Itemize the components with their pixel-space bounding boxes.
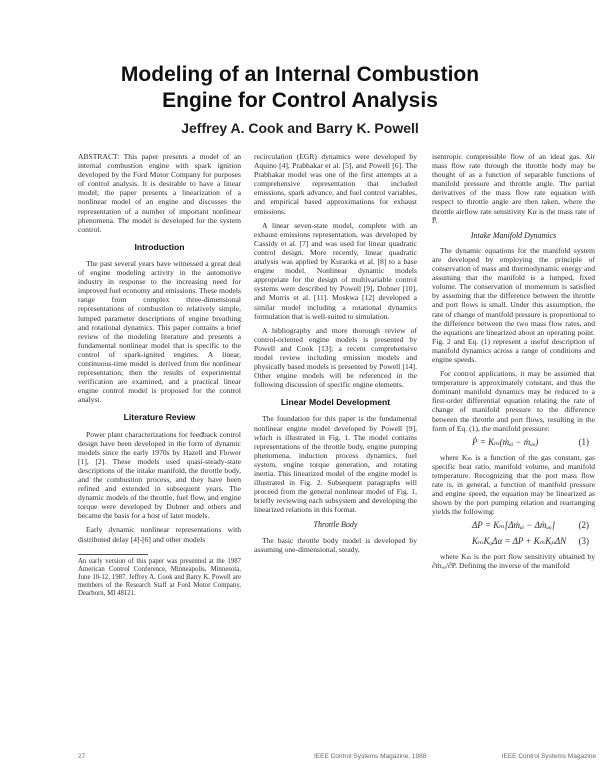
column-2-paragraph-1: recirculation (EGR) dynamics were developed by Aquino [4], Prabhakar et al. [5], and Powell [6]. The Prabhakar model was one of the first attempts at a comprehensive representation that included emissions, spark advance, and fuel control variables, and empirical based approximations for exhaust emissions. [254,152,417,216]
column-3-paragraph-1: isentropic compressible flow of an ideal gas. Air mass flow rate through the throttle body may be thought of as a function of separable functions of manifold pressure and throttle angle. The partial derivatives of the mass flow rate equation with respect to throttle angle are then taken, where the throttle airflow rate sensitivity Kα is the mass rate of P̅. [432,152,595,225]
column-2-paragraph-4: The foundation for this paper is the fundamental nonlinear engine model developed by Powell [9], which is illustrated in Fig. 1. The model contains representations of the throttle body, engine pumping phenomena, induction process dynamics, fuel system, engine torque generation, and rotating inertia. This linearized model of the engine model is illustrated in Fig. 2. Subsequent paragraphs will proceed from the general nonlinear model of Fig. 1, briefly reviewing each subsystem and developing the linearized relations in this format. [254,414,417,515]
equation-3-body: KₘKₐΔα = ΔP + KₘKₚΔN [472,535,567,546]
column-2-paragraph-5: The basic throttle body model is developed by assuming one-dimensional, steady, [254,535,417,554]
equation-1 [432,438,595,447]
equation-3-number: (3) [578,535,589,546]
journal-footer: IEEE Control Systems Magazine, 1988 [314,753,427,760]
literature-paragraph-2: Early dynamic nonlinear representations with distributed delay [4]-[6] and other models [78,525,241,544]
column-2 [254,152,417,559]
equation-2-body: ΔP = Kₘ[Δṁₐᵢ − Δṁₐₒ] [472,520,556,531]
subsection-heading-throttle-body: Throttle Body [313,520,358,530]
footnote-rule [78,554,148,555]
literature-paragraph-1: Power plant characterizations for feedback control design have been developed in the form of dynamic models since the early 1970s by Hazell and Flower [1], [2]. These models used quasi-steady-state descriptions of the intake manifold, the throttle body, and the combustion process, and they have been refined and extended in subsequent years. The dynamic models of the throttle, fuel flow, and engine torque were developed by Dobner and others and became the basis for a host of later models. [78,429,241,521]
title-line-2: Engine for Control Analysis [162,89,438,112]
equation-1-number: (1) [578,436,589,447]
equation-2 [432,521,595,530]
section-heading-introduction: Introduction [134,241,185,252]
author-footnote: An early version of this paper was presented at the 1987 American Control Conference, Minneapolis, Minnesota, June 10-12, 1987. Jeffrey A. Cook and Barry K. Powell are members of the Research Staff at Ford Motor Company, Dearborn, MI 48121. [78,557,241,597]
abstract-paragraph: ABSTRACT: This paper presents a model of an internal combustion engine with spark ignition developed by the Ford Motor Company for purposes of control analysis. It is desirable to have a linear model; the paper presents a linearization of a nonlinear model of an engine and discusses the representation of a number of important nonlinear phenomena. The model is developed for the system control. [78,152,241,234]
column-3-paragraph-3: For control applications, it may be assumed that temperature is approximately constant, and thus the dominant manifold dynamics may be reduced to a first-order differential equation relating the rate of change of manifold pressure to the difference between the throttle and port flows, resulting in the form of Eq. (1), the manifold pressure: [432,369,595,433]
column-3-paragraph-4: where Kₘ is a function of the gas constant, gas specific heat ratio, manifold volume, and manifold temperature. Recognizing that the port mass flow rate is, in general, a function of manifold pressure and engine speed, the equation may be linearized as shown by the port pumping relation and rearranging yields the following: [432,452,595,517]
column-2-paragraph-2: A linear seven-state model, complete with an exhaust emissions representation, was developed by Cassidy et al. [7] and was used for linear quadratic control design. More recently, linear quadratic analysis was applied by Kuraoka et al. [8] to a base engine model. Nonlinear dynamic models appropriate for the design of multivariable control systems were described by Powell [9], Dobner [10], and Morris et al. [11]. Moskwa [12] developed a similar model including a rotational dynamics formulation that is well-suited to simulation. [254,220,417,321]
running-head: IEEE Control Systems Magazine [501,753,596,760]
column-2-paragraph-3: A bibliography and more thorough review of control-oriented engine models is presented by Powell and Cook [13]; a recent comprehensive model review including emission models and physically based models is presented by Powell [14]. Other engine models will be referenced in the following discussion of specific engine elements. [254,325,417,390]
equation-3 [432,537,595,546]
column-3-paragraph-2: The dynamic equations for the manifold system are developed by employing the principle of conservation of mass and thermodynamic energy and assuming that the manifold is a lumped, fixed volume. The conservation of momentum is satisfied by assuming that the difference between the throttle and port flows is small. Under this assumption, the rate of change of manifold pressure is proportional to the difference between the two mass flow rates, and the equations are linearized about an operating point. Fig. 2 and Eq. (1) represent a useful description of manifold dynamics across a range of conditions and engine speeds. [432,245,595,364]
paper-authors: Jeffrey A. Cook and Barry K. Powell [181,120,419,136]
equation-1-body: Ṗ = Kₘ(ṁₐᵢ − ṁₐₒ) [472,436,539,447]
paper-title [0,62,600,114]
section-heading-literature-review: Literature Review [123,412,196,423]
page-number: 27 [78,753,86,760]
section-heading-linear-model: Linear Model Development [280,397,391,408]
column-1 [78,152,241,598]
introduction-paragraph: The past several years have witnessed a great deal of engine modeling activity in the automotive industry in response to the increasing need for improved fuel economy and emissions. These models range from complex three-dimensional representations of combustion to relatively simple, lumped parameter descriptions of engine breathing and rotational dynamics. This paper contains a brief review of the modeling literature and presents a fundamental nonlinear model that is specific to the control of spark-ignited engines. A linear, continuous-time model is derived from the nonlinear representation; then the results of experimental verification are examined, and a practical linear engine control model is proposed for the control analyst. [78,258,241,405]
title-line-1: Modeling of an Internal Combustion [120,63,480,86]
subsection-heading-intake-manifold: Intake Manifold Dynamics [470,230,557,240]
column-3 [432,152,595,575]
equation-2-number: (2) [578,520,589,531]
column-3-paragraph-5: where Kₘ is the port flow sensitivity obtained by ∂ṁₐₒ/∂P. Defining the inverse of the manifold [432,551,595,570]
